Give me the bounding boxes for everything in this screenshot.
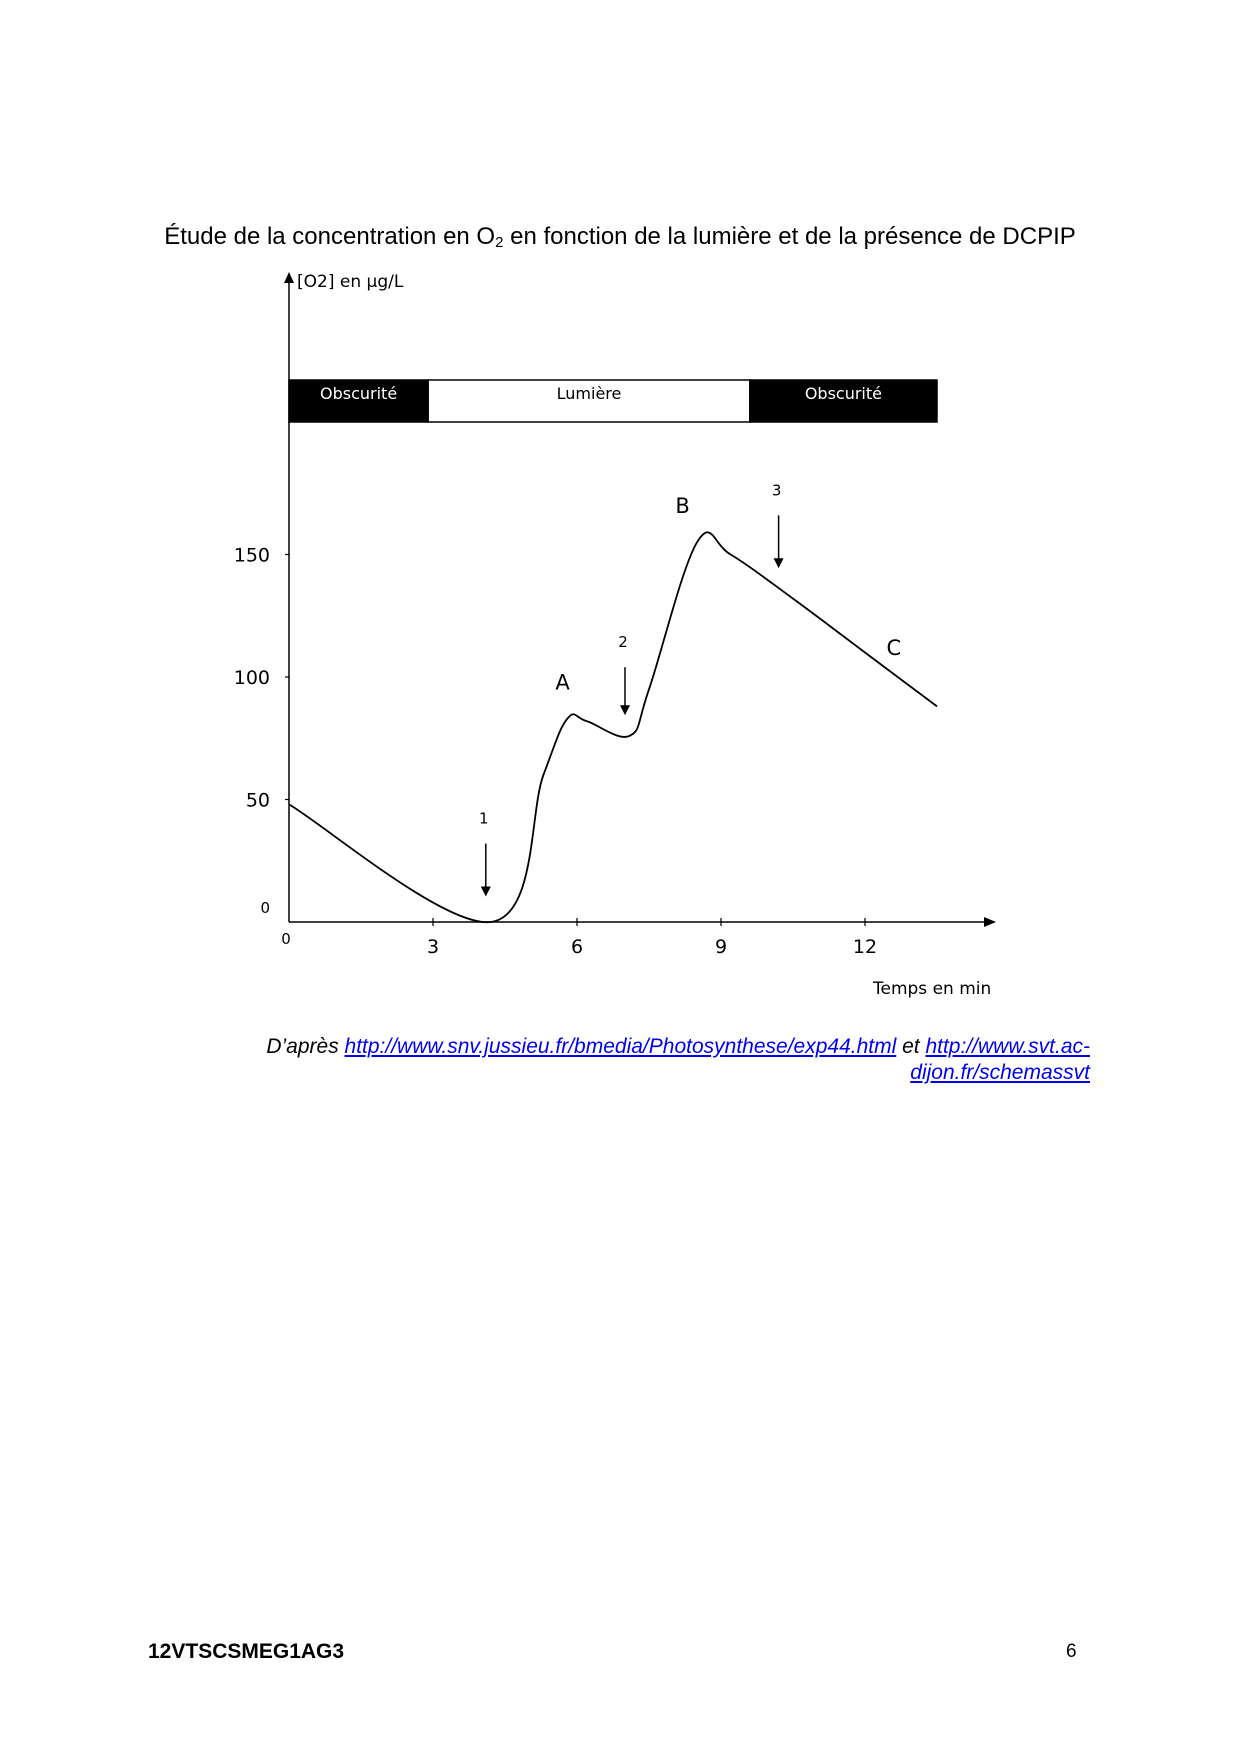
chart-title-subscript: 2 <box>495 234 504 251</box>
y-axis-label: [O2] en µg/L <box>297 272 404 292</box>
x-axis-label: Temps en min <box>873 979 992 999</box>
y-tick-label-2: 100 <box>233 667 270 689</box>
y-tick-label-1: 50 <box>245 789 270 812</box>
x-tick-label-2: 6 <box>570 936 584 958</box>
y-axis-arrowhead <box>284 272 294 283</box>
arrow-label-2: 2 <box>618 633 628 652</box>
document-code: 12VTSCSMEG1AG3 <box>148 1640 345 1663</box>
source-link-dijon[interactable] <box>910 1035 1090 1084</box>
page-number: 6 <box>1066 1641 1077 1662</box>
chart-title-part1: Étude de la concentration en O <box>164 223 496 250</box>
arrow-label-1: 1 <box>479 809 489 828</box>
phase-label-1: Lumière <box>556 384 622 403</box>
source-prefix: D’après <box>266 1035 345 1058</box>
x-tick-label-4: 12 <box>852 936 878 958</box>
source-link-dijon-line2: dijon.fr/schemassvt <box>910 1061 1090 1084</box>
phase-label-0: Obscurité <box>320 384 398 403</box>
phase-label-2: Obscurité <box>804 384 882 403</box>
x-axis-arrowhead <box>984 917 996 927</box>
source-middle: et <box>896 1035 926 1058</box>
source-credit <box>150 1034 1090 1086</box>
chart-title-part2: en fonction de la lumière et de la présence de DCPIP <box>503 223 1076 250</box>
x-tick-label-0: 0 <box>281 930 291 948</box>
source-link-jussieu[interactable]: http://www.snv.jussieu.fr/bmedia/Photosynthese/exp44.html <box>344 1035 897 1058</box>
annotation-A: A <box>555 670 570 695</box>
source-link-dijon-line1: http://www.svt.ac- <box>925 1035 1090 1058</box>
annotation-B: B <box>675 493 690 518</box>
x-tick-label-3: 9 <box>714 936 728 958</box>
arrow-label-3: 3 <box>771 481 782 500</box>
y-tick-label-0: 0 <box>260 899 270 917</box>
x-tick-label-1: 3 <box>426 936 440 958</box>
y-tick-label-3: 150 <box>233 544 270 567</box>
series-line-0 <box>289 532 937 922</box>
annotation-C: C <box>886 635 902 660</box>
